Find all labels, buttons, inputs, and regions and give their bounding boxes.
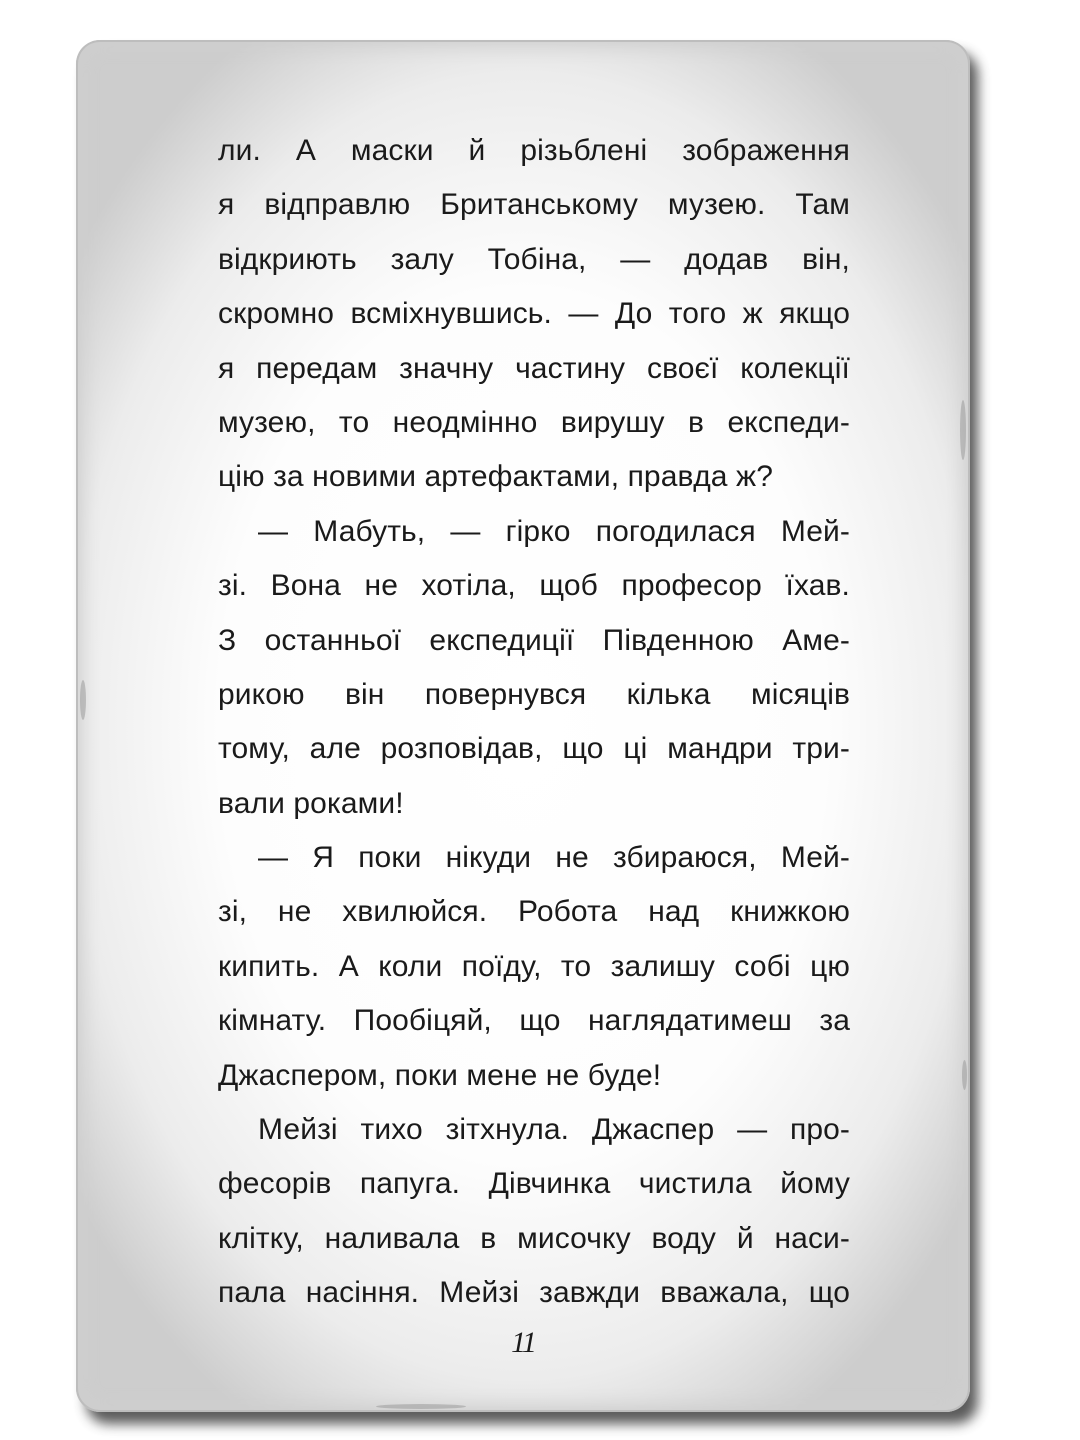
text-line: тому, але розповідав, що ці мандри три- xyxy=(218,732,850,766)
paper-edge-mark xyxy=(376,1404,466,1409)
text-line: скромно всміхнувшись. — До того ж якщо xyxy=(218,297,850,331)
text-line: пала насіння. Мейзі завжди вважала, що xyxy=(218,1276,850,1310)
text-line: З останньої експедиції Південною Аме- xyxy=(218,623,850,657)
paper-edge-mark xyxy=(962,1060,967,1090)
text-line: фесорів папуга. Дівчинка чистила йому xyxy=(218,1167,850,1201)
text-line: клітку, наливала в мисочку воду й наси- xyxy=(218,1221,850,1255)
text-line: відкриють залу Тобіна, — додав він, xyxy=(218,242,850,276)
text-line: ли. А маски й різьблені зображення xyxy=(218,134,850,167)
text-line: музею, то неодмінно вирушу в експеди- xyxy=(218,405,850,439)
book-page xyxy=(76,40,970,1412)
text-line: рикою він повернувся кілька місяців xyxy=(218,677,850,711)
body-text xyxy=(218,124,850,1321)
text-line: зі. Вона не хотіла, щоб професор їхав. xyxy=(218,569,850,603)
text-line: Джаспером, поки мене не буде! xyxy=(218,1058,662,1092)
text-line: — Я поки нікуди не збираюся, Мей- xyxy=(258,841,850,875)
text-line: Мейзі тихо зітхнула. Джаспер — про- xyxy=(258,1113,850,1147)
text-line: я відправлю Британському музею. Там xyxy=(218,188,850,222)
text-line: вали роками! xyxy=(218,786,404,820)
paper-edge-mark xyxy=(960,400,966,460)
text-line: цію за новими артефактами, правда ж? xyxy=(218,460,773,494)
text-line: — Мабуть, — гірко погодилася Мей- xyxy=(258,514,850,548)
text-line: зі, не хвилюйся. Робота над книжкою xyxy=(218,895,850,929)
text-line: я передам значну частину своєї колекції xyxy=(218,351,850,385)
text-line: кімнату. Пообіцяй, що наглядатимеш за xyxy=(218,1004,850,1038)
text-line: кипить. А коли поїду, то залишу собі цю xyxy=(218,949,850,983)
paper-edge-mark xyxy=(80,680,86,720)
page-number: 11 xyxy=(511,1326,535,1359)
